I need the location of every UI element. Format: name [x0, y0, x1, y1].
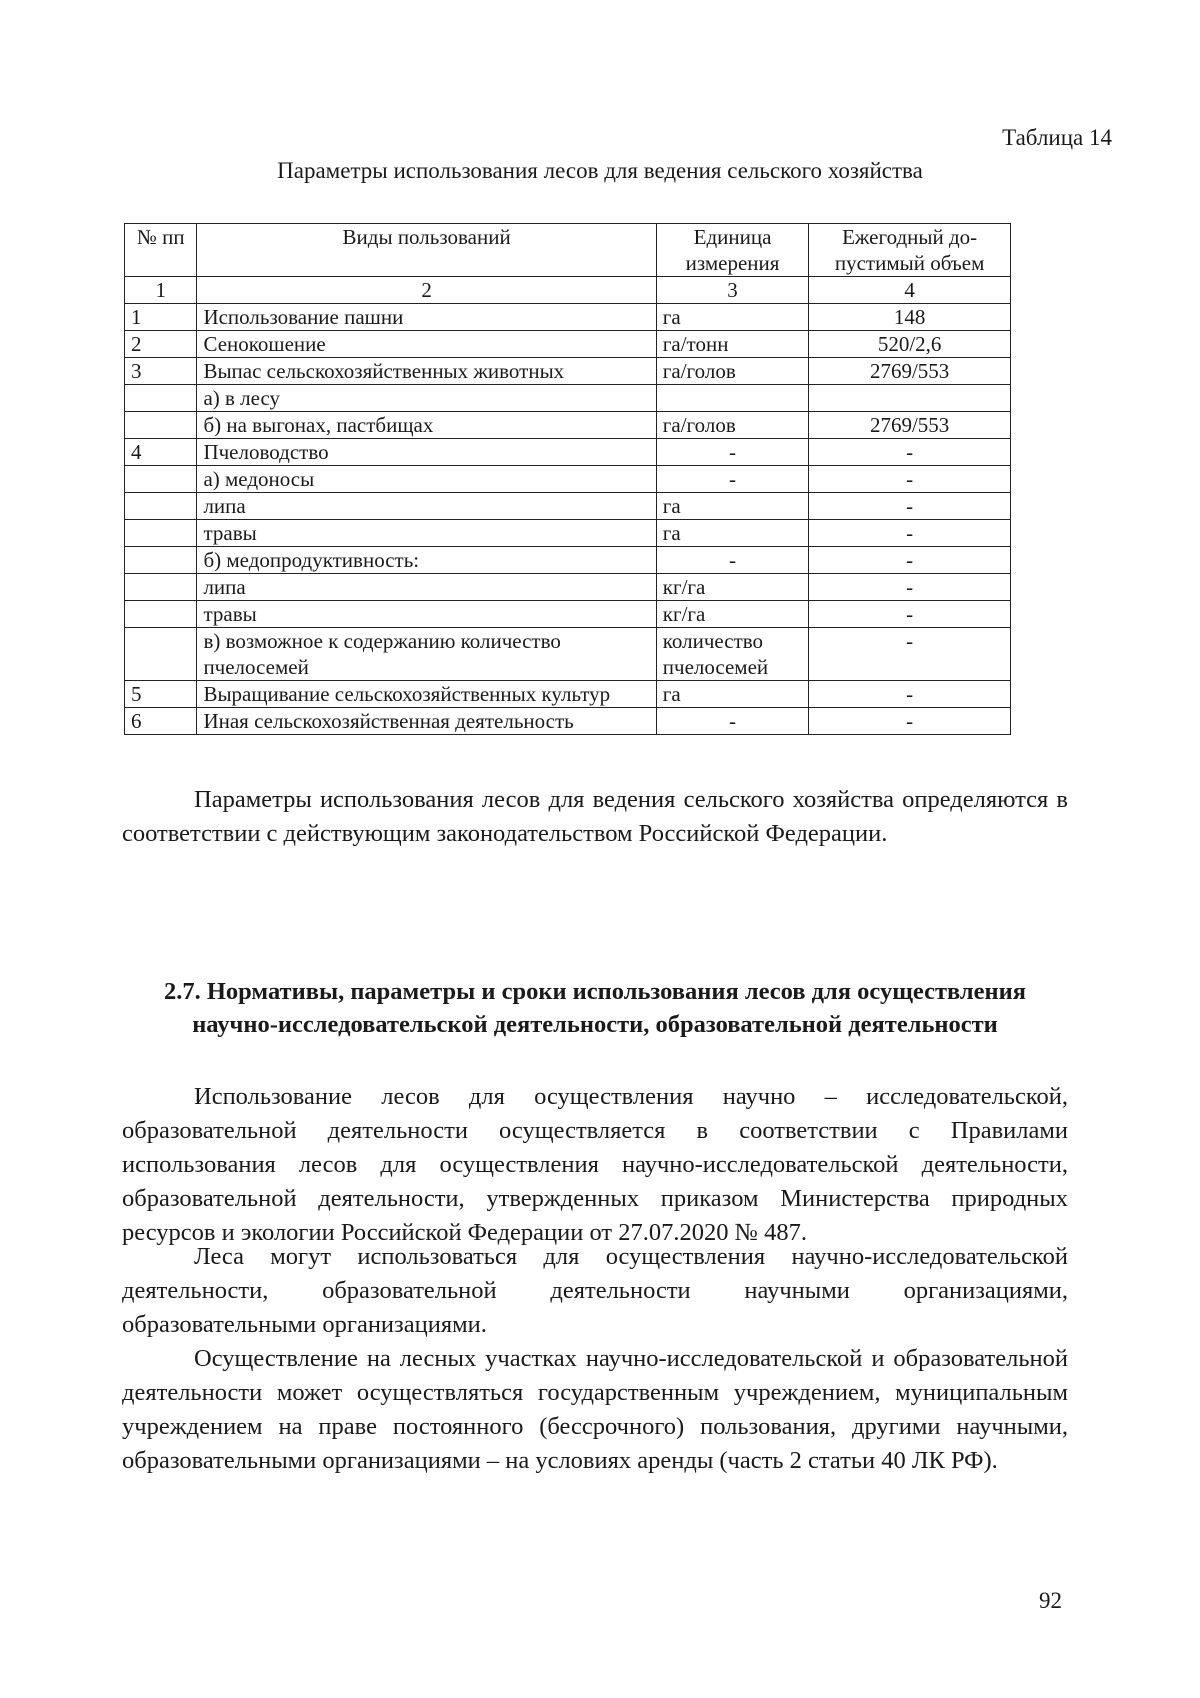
cell-usage-type: липа [197, 574, 656, 601]
cell-unit: - [656, 466, 808, 493]
cell-number: 1 [125, 304, 197, 331]
cell-usage-type: а) в лесу [197, 385, 656, 412]
cell-number: 2 [125, 331, 197, 358]
header-unit: Единица измерения [656, 224, 808, 277]
cell-unit: кг/га [656, 601, 808, 628]
table-row [125, 493, 1011, 520]
table-row [125, 520, 1011, 547]
table-row [125, 439, 1011, 466]
table-row [125, 358, 1011, 385]
table-row [125, 412, 1011, 439]
cell-annual-volume: - [809, 601, 1011, 628]
header-number: № пп [125, 224, 197, 277]
cell-unit: га [656, 493, 808, 520]
cell-unit: га/тонн [656, 331, 808, 358]
cell-annual-volume: 2769/553 [809, 412, 1011, 439]
cell-annual-volume: 148 [809, 304, 1011, 331]
cell-usage-type: б) медопродуктивность: [197, 547, 656, 574]
cell-usage-type: Использование пашни [197, 304, 656, 331]
table-header-row [125, 224, 1011, 277]
cell-annual-volume: - [809, 628, 1011, 681]
cell-number [125, 601, 197, 628]
cell-unit [656, 385, 808, 412]
section-heading: 2.7. Нормативы, параметры и сроки использования лесов для осуществления научно-исследовательской деятельности, образовательной деятельности [163, 978, 1026, 1038]
cell-annual-volume: - [809, 466, 1011, 493]
paragraph-research-usage: Использование лесов для осуществления научно – исследовательской, образовательной деятельности осуществляется в соответствии с Правилами использования лесов для осуществления научно-исследовательской деятельности, образовательной деятельности, утвержденных приказом Министерства природных ресурсов и экологии Российской Федерации от 27.07.2020 № 487. [122, 1083, 1068, 1246]
cell-number: 6 [125, 708, 197, 735]
table-row [125, 304, 1011, 331]
cell-number: 5 [125, 681, 197, 708]
parameters-table [124, 223, 1011, 735]
cell-usage-type: Пчеловодство [197, 439, 656, 466]
cell-annual-volume [809, 385, 1011, 412]
cell-number: 3 [125, 358, 197, 385]
table-row [125, 466, 1011, 493]
cell-annual-volume: 520/2,6 [809, 331, 1011, 358]
paragraph-agriculture-params: Параметры использования лесов для ведения сельского хозяйства определяются в соответствии с действующим законодательством Российской Федерации. [122, 786, 1068, 847]
table-title-text: Параметры использования лесов для ведения сельского хозяйства [277, 158, 923, 183]
paragraph-research-implementation: Осуществление на лесных участках научно-исследовательской и образовательной деятельности может осуществляться государственным учреждением, муниципальным учреждением на праве постоянного (бессрочного) пользования, другими научными, образовательными организациями – на условиях аренды (часть 2 статьи 40 ЛК РФ). [122, 1345, 1068, 1474]
cell-usage-type: Выращивание сельскохозяйственных культур [197, 681, 656, 708]
cell-annual-volume: - [809, 439, 1011, 466]
cell-usage-type: Выпас сельскохозяйственных животных [197, 358, 656, 385]
cell-usage-type: травы [197, 520, 656, 547]
cell-annual-volume: - [809, 708, 1011, 735]
table-title [0, 158, 1200, 184]
cell-number [125, 412, 197, 439]
cell-annual-volume: - [809, 493, 1011, 520]
table-row [125, 547, 1011, 574]
cell-number: 4 [125, 439, 197, 466]
cell-annual-volume: - [809, 681, 1011, 708]
cell-number [125, 628, 197, 681]
cell-unit: количество пчелосемей [656, 628, 808, 681]
cell-unit: га [656, 520, 808, 547]
cell-annual-volume: - [809, 574, 1011, 601]
column-number: 1 [125, 277, 197, 304]
cell-usage-type: Сенокошение [197, 331, 656, 358]
table-row [125, 628, 1011, 681]
cell-number [125, 466, 197, 493]
cell-usage-type: в) возможное к содержанию количество пчелосемей [197, 628, 656, 681]
header-annual-volume: Ежегодный до-пустимый объем [809, 224, 1011, 277]
table-label: Таблица 14 [1002, 125, 1112, 150]
cell-unit: га/голов [656, 412, 808, 439]
table-row [125, 601, 1011, 628]
cell-unit: кг/га [656, 574, 808, 601]
page-number: 92 [1039, 1588, 1062, 1613]
column-number-row [125, 277, 1011, 304]
column-number: 4 [809, 277, 1011, 304]
cell-usage-type: б) на выгонах, пастбищах [197, 412, 656, 439]
cell-number [125, 547, 197, 574]
cell-annual-volume: - [809, 547, 1011, 574]
paragraph-research-organizations: Леса могут использоваться для осуществления научно-исследовательской деятельности, образовательной деятельности научными организациями, образовательными организациями. [122, 1243, 1068, 1338]
cell-annual-volume: - [809, 520, 1011, 547]
table-row [125, 708, 1011, 735]
cell-unit: - [656, 547, 808, 574]
cell-unit: га [656, 304, 808, 331]
cell-usage-type: а) медоносы [197, 466, 656, 493]
cell-annual-volume: 2769/553 [809, 358, 1011, 385]
table-body [125, 304, 1011, 735]
cell-unit: га/голов [656, 358, 808, 385]
cell-usage-type: липа [197, 493, 656, 520]
column-number: 2 [197, 277, 656, 304]
table-row [125, 331, 1011, 358]
table-row [125, 681, 1011, 708]
table-row [125, 385, 1011, 412]
cell-unit: - [656, 708, 808, 735]
cell-usage-type: травы [197, 601, 656, 628]
column-number: 3 [656, 277, 808, 304]
cell-number [125, 385, 197, 412]
cell-number [125, 493, 197, 520]
header-usage-type: Виды пользований [197, 224, 656, 277]
cell-number [125, 574, 197, 601]
table-row [125, 574, 1011, 601]
cell-number [125, 520, 197, 547]
cell-unit: - [656, 439, 808, 466]
cell-unit: га [656, 681, 808, 708]
cell-usage-type: Иная сельскохозяйственная деятельность [197, 708, 656, 735]
